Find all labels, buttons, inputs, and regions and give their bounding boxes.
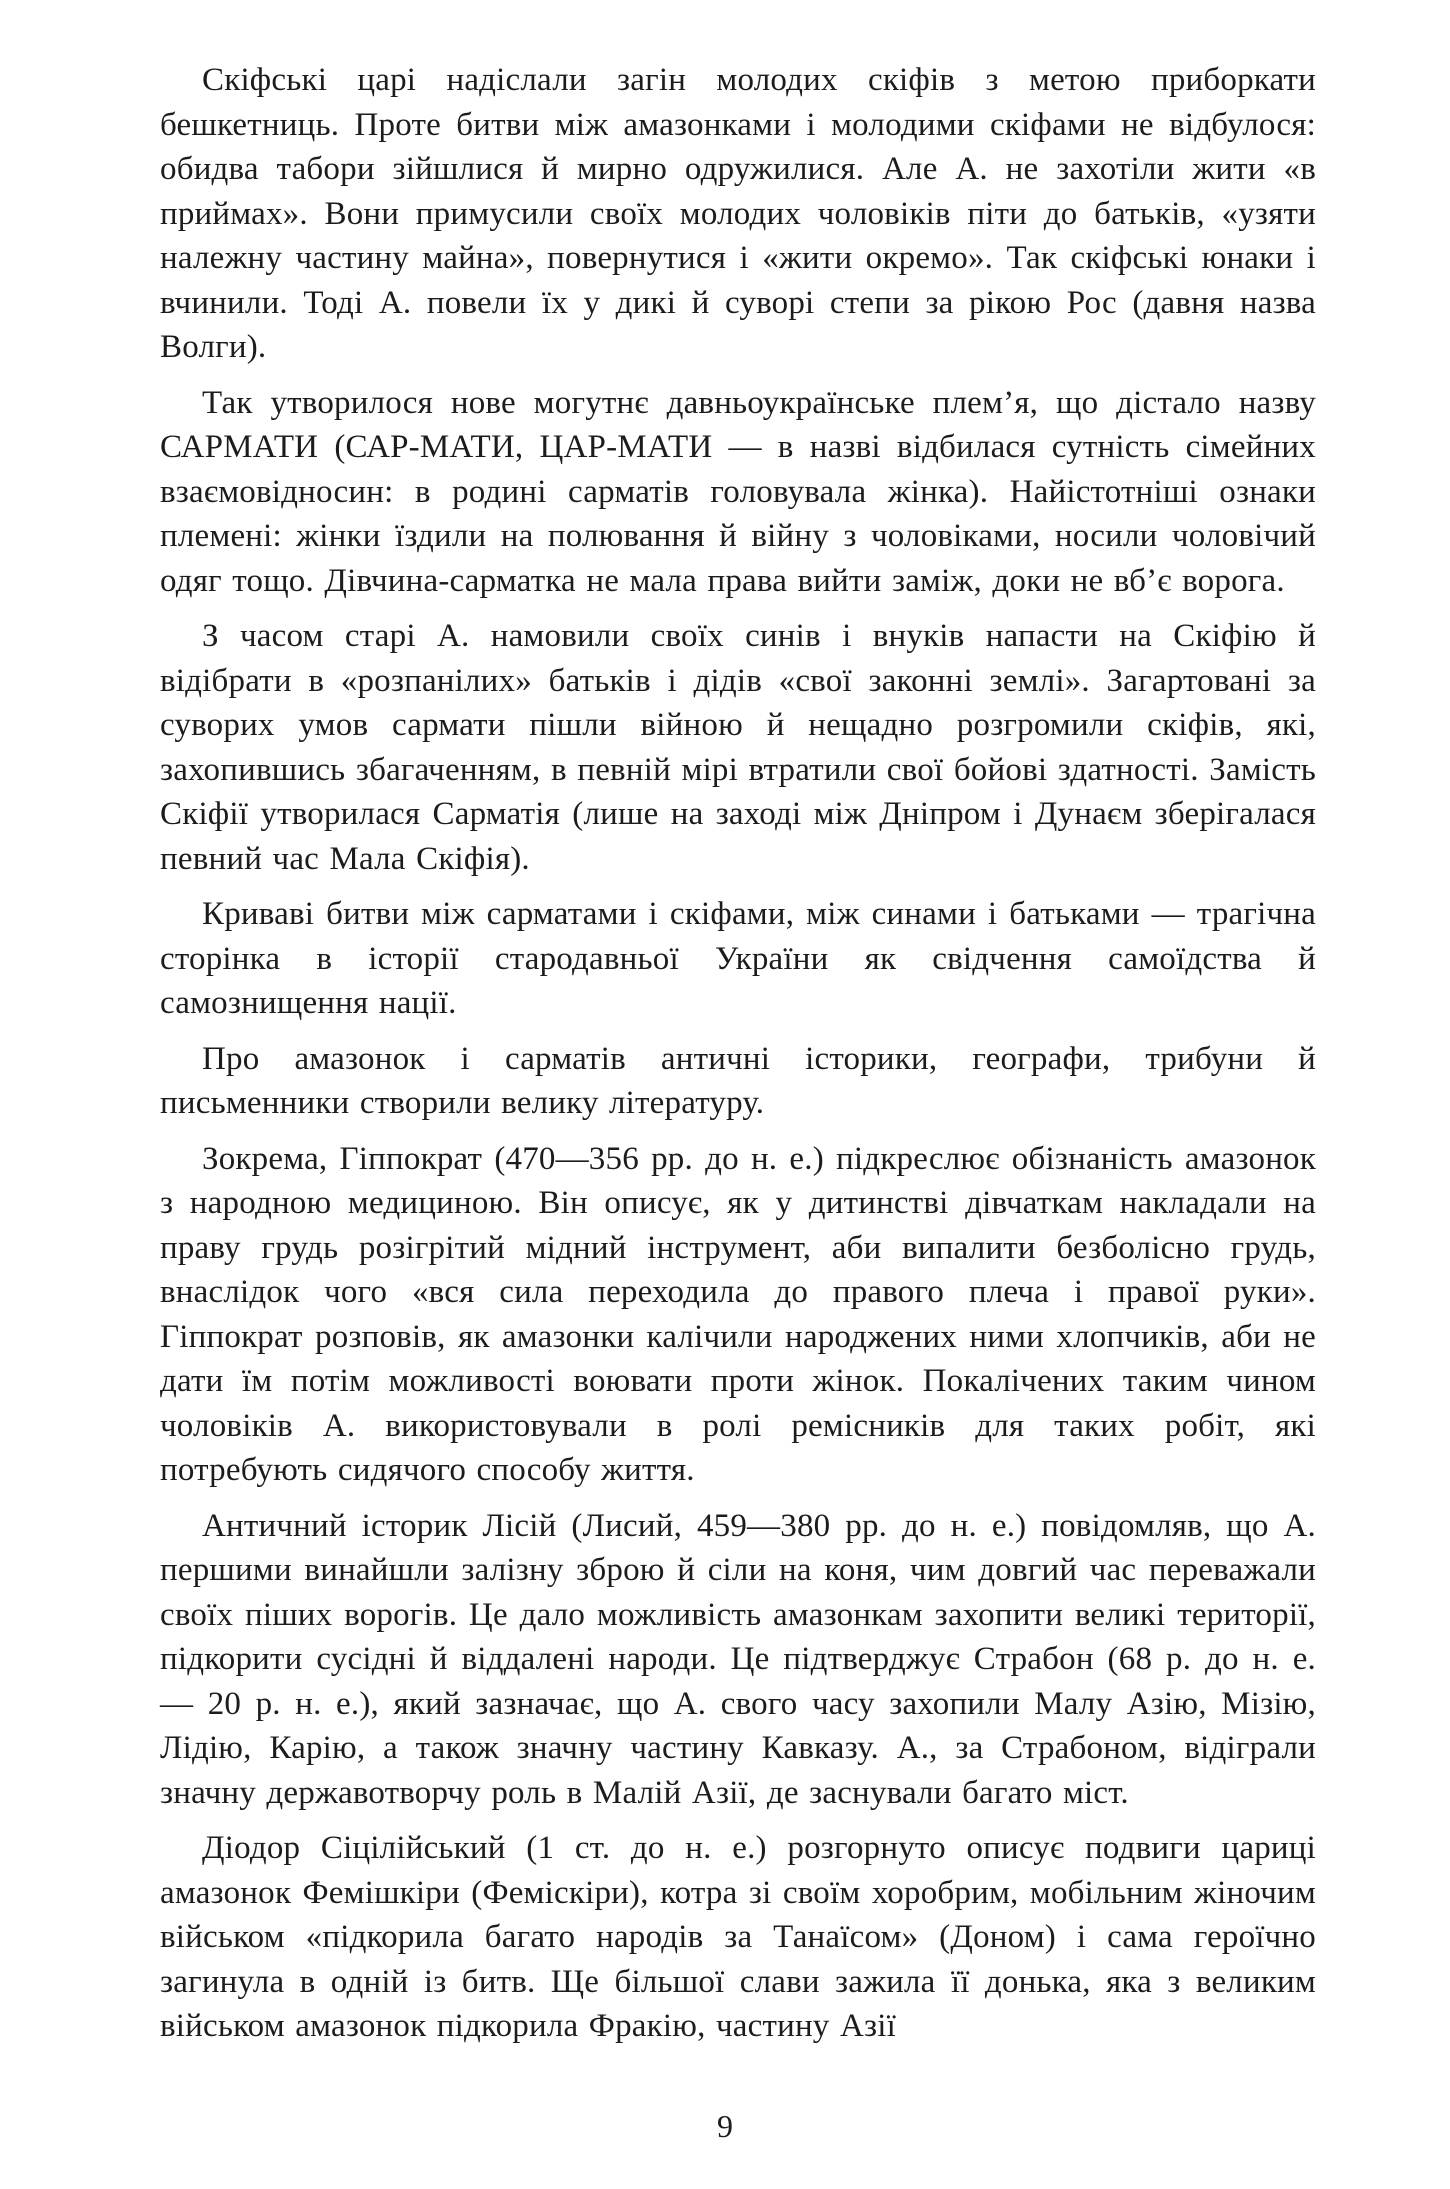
page-body	[160, 58, 1316, 2060]
paragraph-sarmatians-origin: Так утворилося нове могутнє давньоукраїнське плем’я, що дістало назву САРМАТИ (САР-МАТИ, ЦАР-МАТИ — в назві відбилася сутність сімейних взаємовідносин: в родині сарматів головувала жінка). Найістотніші ознаки племені: жінки їздили на полювання й війну з чоловіками, носили чоловічий одяг тощо. Дівчина-сарматка не мала права вийти заміж, доки не вб’є ворога.	[160, 384, 1316, 599]
paragraph-bloody-battles: Криваві битви між сарматами і скіфами, між синами і батьками — трагічна сторінка в історії стародавньої України як свідчення самоїдства й самознищення нації.	[160, 896, 1316, 1021]
paragraph-conquest-of-scythia: З часом старі А. намовили своїх синів і внуків напасти на Скіфію й відібрати в «розпанілих» батьків і дідів «свої законні землі». Загартовані за суворих умов сармати пішли війною й нещадно розгромили скіфів, які, захопившись збагаченням, в певній мірі втратили свої бойові здатності. Замість Скіфії утворилася Сарматія (лише на заході між Дніпром і Дунаєм зберігалася певний час Мала Скіфія).	[160, 618, 1316, 877]
page-number: 9	[717, 2108, 733, 2144]
paragraph-hippocrates: Зокрема, Гіппократ (470—356 рр. до н. е.) підкреслює обізнаність амазонок з народною медициною. Він описує, як у дитинстві дівчаткам накладали на праву грудь розігрітий мідний інструмент, аби випалити безболісно грудь, внаслідок чого «вся сила переходила до правого плеча і правої руки». Гіппократ розповів, як амазонки калічили народжених ними хлопчиків, аби не дати їм потім можливості воювати проти жінок. Покалічених таким чином чоловіків А. використовували в ролі ремісників для таких робіт, які потребують сидячого способу життя.	[160, 1140, 1316, 1488]
paragraph-lysias-strabo: Античний історик Лісій (Лисий, 459—380 рр. до н. е.) повідомляв, що А. першими винайшли залізну зброю й сіли на коня, чим довгий час переважали своїх піших ворогів. Це дало можливість амазонкам захопити великі території, підкорити сусідні й віддалені народи. Це підтверджує Страбон (68 р. до н. е. — 20 р. н. е.), який зазначає, що А. свого часу захопили Малу Азію, Мізію, Лідію, Карію, а також значну частину Кавказу. А., за Страбоном, відіграли значну державотворчу роль в Малій Азії, де заснували багато міст.	[160, 1507, 1316, 1811]
paragraph-scythian-youths: Скіфські царі надіслали загін молодих скіфів з метою приборкати бешкетниць. Проте битви між амазонками і молодими скіфами не відбулося: обидва табори зійшлися й мирно одружилися. Але А. не захотіли жити «в приймах». Вони примусили своїх молодих чоловіків піти до батьків, «узяти належну частину майна», повернутися і «жити окремо». Так скіфські юнаки і вчинили. Тоді А. повели їх у дикі й суворі степи за рікою Рос (давня назва Волги).	[160, 62, 1316, 365]
paragraph-ancient-literature: Про амазонок і сарматів античні історики, географи, трибуни й письменники створили велику літературу.	[160, 1040, 1316, 1121]
paragraph-diodorus: Діодор Сіцілійський (1 ст. до н. е.) розгорнуто описує подвиги цариці амазонок Фемішкіри (Феміскіри), котра зі своїм хоробрим, мобільним жіночим військом «підкорила багато народів за Танаїсом» (Доном) і сама героїчно загинула в одній із битв. Ще більшої слави зажила її донька, яка з великим військом амазонок підкорила Фракію, частину Азії	[160, 1830, 1316, 2044]
